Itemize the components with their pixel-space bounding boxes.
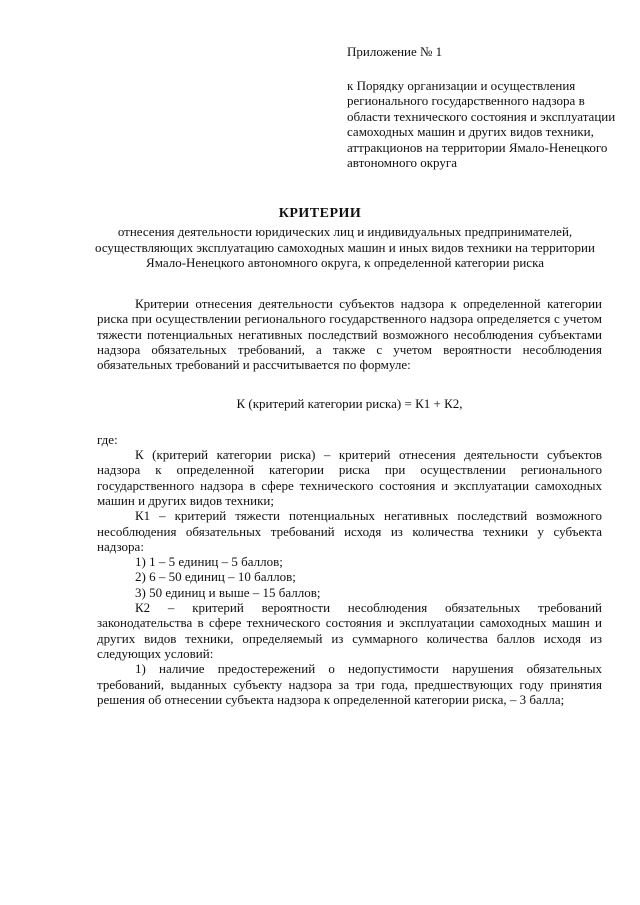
document-subtitle: отнесения деятельности юридических лиц и индивидуальных предпринимателей, осуществляющих эксплуатацию самоходных машин и иных видов техники на территории Ямало-Ненецкого автономного округа, к определенной категории риска [95,224,595,270]
appendix-number: Приложение № 1 [347,44,443,59]
k2-definition: К2 – критерий вероятности несоблюдения обязательных требований законодательства в сфере технического состояния и эксплуатации самоходных машин и других видов техники, определяемый из суммарного количества баллов исходя из следующих условий: [97,600,602,661]
where-label: где: [97,431,118,447]
intro-paragraph: Критерии отнесения деятельности субъектов надзора к определенной категории риска при осуществлении регионального государственного надзора определяется с учетом тяжести потенциальных негативных последствий возможного несоблюдения субъектами надзора обязательных требований, а также с учетом вероятности несоблюдения обязательных требований и рассчитывается по формуле: [97,296,602,373]
k-definition: К (критерий категории риска) – критерий отнесения деятельности субъектов надзора к определенной категории риска при осуществлении регионального государственного надзора в сфере технического состояния и эксплуатации самоходных машин и других видов техники; [97,447,602,508]
k2-item: 1) наличие предостережений о недопустимости нарушения обязательных требований, выданных субъекту надзора за три года, предшествующих году принятия решения об отнесении субъекта надзора к определенной категории риска, – 3 балла; [97,661,602,707]
k1-item: 3) 50 единиц и выше – 15 баллов; [135,584,321,600]
document-title: КРИТЕРИИ [278,206,362,221]
document-body [97,296,602,707]
k1-definition: К1 – критерий тяжести потенциальных негативных последствий возможного несоблюдения обязательных требований исходя из количества техники у субъекта надзора: [97,508,602,554]
appendix-block [347,44,617,171]
formula: К (критерий категории риска) = К1 + К2, [236,396,463,412]
appendix-reference: к Порядку организации и осуществления регионального государственного надзора в области технического состояния и эксплуатации самоходных машин и других видов техники, аттракционов на территории Ямало-Ненецкого автономного округа [347,77,616,170]
k1-item: 1) 1 – 5 единиц – 5 баллов; [135,554,283,570]
k1-item: 2) 6 – 50 единиц – 10 баллов; [135,569,296,585]
